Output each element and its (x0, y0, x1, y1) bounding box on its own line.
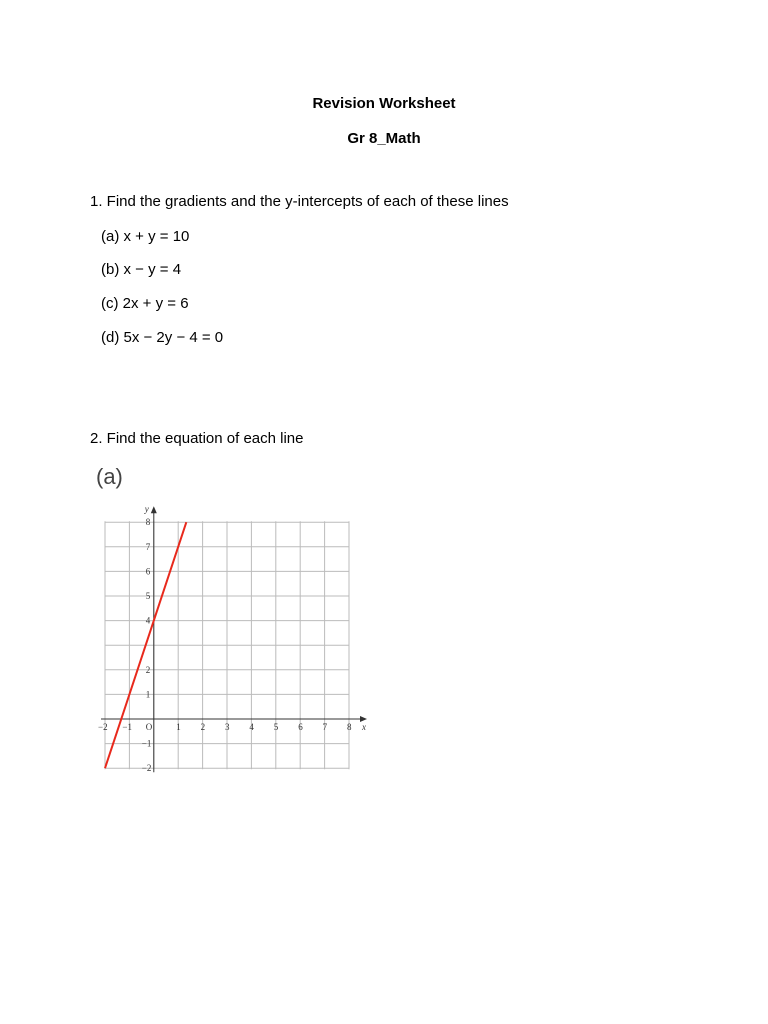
y-tick-label: 2 (145, 664, 151, 675)
question-1-part-a: (a) x + y = 10 (101, 228, 190, 245)
y-tick-label: 6 (145, 566, 151, 577)
x-axis-label: x (362, 722, 366, 732)
worksheet-title: Revision Worksheet (312, 95, 456, 112)
y-tick-label: 5 (145, 591, 151, 601)
worksheet-subtitle: Gr 8_Math (347, 130, 421, 147)
x-tick-label: 6 (298, 722, 303, 732)
y-tick-label: 8 (145, 517, 151, 528)
x-tick-label: −2 (98, 722, 108, 732)
x-tick-label: −1 (122, 722, 132, 732)
line-graph (95, 500, 385, 795)
y-tick-label: −1 (141, 738, 152, 749)
y-axis-label: y (144, 504, 149, 515)
question-1-prompt: 1. Find the gradients and the y-intercepts of each of these lines (90, 193, 509, 210)
x-tick-label: 1 (176, 722, 181, 732)
x-tick-label: 4 (249, 722, 254, 732)
question-2-prompt: 2. Find the equation of each line (90, 430, 304, 447)
y-tick-label: 7 (145, 541, 151, 552)
x-tick-label: 8 (347, 722, 352, 732)
question-1-part-b: (b) x − y = 4 (101, 261, 182, 278)
y-tick-label: −2 (141, 763, 152, 774)
x-tick-label: 5 (273, 722, 279, 732)
x-tick-label: 2 (200, 722, 206, 732)
x-tick-label: 3 (225, 722, 230, 732)
y-axis-arrow (151, 506, 157, 513)
origin-label: O (145, 722, 153, 732)
y-tick-label: 1 (145, 689, 151, 700)
y-tick-label: 4 (145, 615, 151, 626)
question-1-part-c: (c) 2x + y = 6 (101, 295, 189, 312)
graph-axes (101, 506, 367, 772)
graph-grid (105, 521, 349, 769)
graph-tick-labels (98, 504, 366, 773)
x-tick-label: 7 (322, 722, 328, 732)
question-1-part-d: (d) 5x − 2y − 4 = 0 (101, 329, 224, 346)
part-a-label: (a) (96, 464, 123, 489)
